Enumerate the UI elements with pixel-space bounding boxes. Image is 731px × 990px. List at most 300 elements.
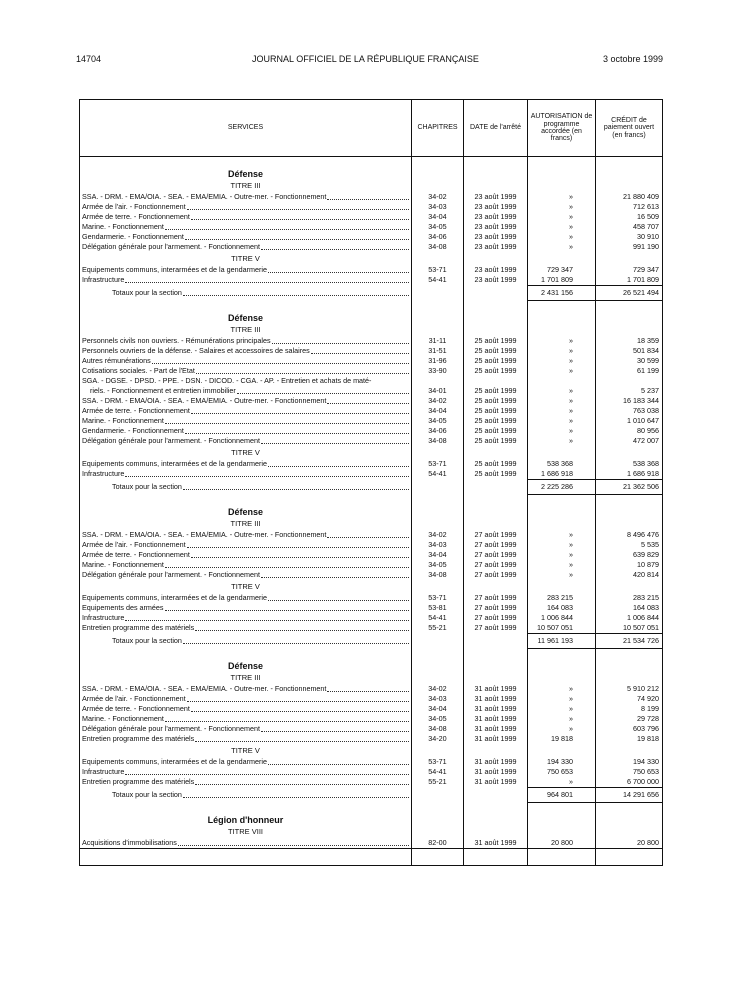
credit-cell: 729 347 [596,265,663,275]
credit-cell: 16 509 [596,212,663,222]
dot-leader [185,426,409,434]
dot-leader [165,560,409,568]
row-label: Acquisitions d'immobilisations [82,838,177,847]
table-row [80,356,663,366]
titre-label: TITRE III [80,671,412,684]
chapitre-cell: 34-04 [412,704,464,714]
chapitre-cell: 34-03 [412,540,464,550]
date-cell: 27 août 1999 [464,593,528,603]
empty-cell [596,301,663,324]
empty-cell [596,580,663,593]
dot-leader [191,550,409,558]
empty-cell [464,671,528,684]
chapitre-cell: 34-02 [412,396,464,406]
chapitre-cell: 34-04 [412,406,464,416]
autorisation-cell: » [528,694,596,704]
section-title: Légion d'honneur [80,803,412,826]
service-cell [80,356,412,366]
date-cell: 23 août 1999 [464,192,528,202]
date-cell: 27 août 1999 [464,530,528,540]
row-label: Infrastructure [82,767,125,776]
chapitre-cell: 34-02 [412,684,464,694]
service-cell [80,777,412,788]
titre-heading-row [80,744,663,757]
date-cell: 25 août 1999 [464,356,528,366]
empty-cell [528,495,596,518]
service-cell [80,222,412,232]
empty-cell [412,634,464,649]
autorisation-cell: » [528,212,596,222]
chapitre-cell: 33-90 [412,366,464,376]
service-cell [80,275,412,286]
empty-cell [528,649,596,672]
service-cell [80,684,412,694]
dot-leader [187,202,409,210]
service-cell [80,336,412,346]
credit-cell: 750 653 [596,767,663,777]
row-label: Totaux pour la section [112,636,182,645]
row-label: Totaux pour la section [112,288,182,297]
autorisation-cell: » [528,406,596,416]
date-cell: 27 août 1999 [464,623,528,634]
date-cell: 31 août 1999 [464,838,528,849]
empty-cell [412,286,464,301]
empty-cell [464,649,528,672]
empty-cell [464,788,528,803]
dot-leader [165,416,409,424]
dot-leader [183,636,409,644]
row-label: Equipements communs, interarmées et de la gendarmerie [82,459,267,468]
empty-cell [528,252,596,265]
empty-cell [528,517,596,530]
credit-cell: 991 190 [596,242,663,252]
credit-cell: 10 879 [596,560,663,570]
date-cell: 31 août 1999 [464,757,528,767]
autorisation-cell: » [528,366,596,376]
empty-cell [596,495,663,518]
credit-cell: 1 686 918 [596,469,663,480]
table-row [80,734,663,744]
col-date: DATE de l'arrêté [464,100,528,157]
table-row [80,396,663,406]
row-label: Délégation générale pour l'armement. - Fonctionnement [82,242,260,251]
date-cell: 25 août 1999 [464,336,528,346]
credit-cell: 10 507 051 [596,623,663,634]
empty-cell [464,849,528,866]
row-label: Equipements communs, interarmées et de la gendarmerie [82,265,267,274]
autorisation-cell: » [528,192,596,202]
total-label [80,286,412,301]
autorisation-cell: » [528,416,596,426]
dot-leader [196,366,409,374]
chapitre-cell: 34-03 [412,202,464,212]
publication-date: 3 octobre 1999 [602,54,663,64]
empty-cell [528,671,596,684]
titre-heading-row [80,252,663,265]
row-label: Armée de terre. - Fonctionnement [82,550,190,559]
row-label: Armée de terre. - Fonctionnement [82,704,190,713]
empty-cell [596,323,663,336]
date-cell: 23 août 1999 [464,232,528,242]
dot-leader [191,212,409,220]
total-credit: 21 362 506 [596,480,663,495]
row-label: Gendarmerie. - Fonctionnement [82,426,184,435]
table-row [80,416,663,426]
row-label: SSA. - DRM. - EMA/OIA. - SEA. - EMA/EMIA. - Outre-mer. - Fonctionnement [82,192,327,201]
row-label: Infrastructure [82,469,125,479]
section-heading-row [80,495,663,518]
date-cell: 27 août 1999 [464,603,528,613]
dot-leader [268,757,409,765]
empty-cell [528,849,596,866]
service-cell [80,242,412,252]
service-cell [80,623,412,634]
credit-cell: 1 010 647 [596,416,663,426]
date-cell: 27 août 1999 [464,570,528,580]
dot-leader [185,232,409,240]
row-label: Armée de l'air. - Fonctionnement [82,694,186,703]
section-heading-row [80,649,663,672]
service-cell [80,570,412,580]
credit-cell: 30 599 [596,356,663,366]
titre-heading-row [80,671,663,684]
total-autorisation: 11 961 193 [528,634,596,649]
table-row [80,623,663,634]
autorisation-cell: » [528,540,596,550]
row-label: riels. - Fonctionnement et entretien immobilier [90,386,236,395]
row-label: Infrastructure [82,275,125,285]
empty-cell [412,480,464,495]
row-label: Equipements communs, interarmées et de la gendarmerie [82,757,267,766]
row-label: Marine. - Fonctionnement [82,714,164,723]
dot-leader [272,336,409,344]
credit-cell: 74 920 [596,694,663,704]
row-label: Délégation générale pour l'armement. - Fonctionnement [82,724,260,733]
credit-cell: 29 728 [596,714,663,724]
date-cell: 23 août 1999 [464,242,528,252]
chapitre-cell: 31-96 [412,356,464,366]
date-cell: 31 août 1999 [464,704,528,714]
autorisation-cell: » [528,724,596,734]
dot-leader [327,192,409,200]
table-row [80,275,663,286]
empty-cell [464,157,528,180]
chapitre-cell: 34-03 [412,694,464,704]
total-credit: 21 534 726 [596,634,663,649]
autorisation-cell: » [528,376,596,396]
section-heading-row [80,301,663,324]
empty-cell [80,849,412,866]
chapitre-cell: 34-20 [412,734,464,744]
service-cell [80,550,412,560]
total-label [80,480,412,495]
chapitre-cell: 53-71 [412,593,464,603]
empty-cell [412,649,464,672]
empty-cell [528,446,596,459]
table-row [80,550,663,560]
page-number: 14704 [76,54,102,64]
chapitre-cell: 55-21 [412,623,464,634]
chapitre-cell: 34-01 [412,376,464,396]
titre-heading-row [80,446,663,459]
autorisation-cell: » [528,336,596,346]
date-cell: 23 août 1999 [464,275,528,286]
table-row [80,684,663,694]
dot-leader [125,469,409,477]
autorisation-cell: » [528,684,596,694]
row-label: Cotisations sociales. - Part de l'Etat [82,366,195,375]
date-cell: 25 août 1999 [464,469,528,480]
total-credit: 26 521 494 [596,286,663,301]
table-row [80,265,663,275]
empty-cell [464,803,528,826]
service-cell [80,416,412,426]
credit-cell: 603 796 [596,724,663,734]
date-cell: 27 août 1999 [464,560,528,570]
date-cell: 31 août 1999 [464,734,528,744]
chapitre-cell: 54-41 [412,767,464,777]
chapitre-cell: 31-11 [412,336,464,346]
autorisation-cell: » [528,530,596,540]
autorisation-cell: » [528,436,596,446]
service-cell [80,376,412,396]
row-label-line1: SGA. - DGSE. - DPSD. - PPE. - DSN. - DICOD. - CGA. - AP. - Entretien et achats de maté- [82,376,372,385]
table-row [80,530,663,540]
row-label: Personnels civils non ouvriers. - Rémunérations principales [82,336,271,345]
table-row [80,560,663,570]
section-heading-row [80,803,663,826]
chapitre-cell: 54-41 [412,613,464,623]
total-label [80,634,412,649]
row-label: Armée de terre. - Fonctionnement [82,212,190,221]
dot-leader [261,242,409,250]
autorisation-cell: » [528,426,596,436]
chapitre-cell: 55-21 [412,777,464,788]
credit-cell: 472 007 [596,436,663,446]
empty-cell [412,671,464,684]
date-cell: 27 août 1999 [464,613,528,623]
service-cell [80,232,412,242]
autorisation-cell: » [528,570,596,580]
date-cell: 25 août 1999 [464,366,528,376]
empty-cell [528,179,596,192]
service-cell [80,757,412,767]
table-row [80,346,663,356]
autorisation-cell: 20 800 [528,838,596,849]
row-label: SSA. - DRM. - EMA/OIA. - SEA. - EMA/EMIA. - Outre-mer. - Fonctionnement [82,530,327,539]
chapitre-cell: 34-06 [412,232,464,242]
dot-leader [191,406,409,414]
row-label: Entretien programme des matériels [82,777,195,787]
empty-cell [596,649,663,672]
credits-table [79,99,663,866]
date-cell: 27 août 1999 [464,550,528,560]
table-row [80,714,663,724]
dot-leader [311,346,409,354]
date-cell: 31 août 1999 [464,777,528,788]
service-cell [80,202,412,212]
table-row [80,767,663,777]
dot-leader [268,593,409,601]
service-cell [80,734,412,744]
titre-heading-row [80,517,663,530]
dot-leader [165,714,409,722]
dot-leader [165,222,409,230]
row-label: Entretien programme des matériels [82,734,195,743]
empty-cell [596,744,663,757]
table-row [80,212,663,222]
autorisation-cell: » [528,550,596,560]
chapitre-cell: 53-71 [412,757,464,767]
autorisation-cell: » [528,232,596,242]
chapitre-cell: 34-02 [412,192,464,202]
credit-cell: 458 707 [596,222,663,232]
service-cell [80,366,412,376]
credit-cell: 763 038 [596,406,663,416]
service-cell [80,593,412,603]
dot-leader [327,396,409,404]
table-row [80,242,663,252]
dot-leader [195,734,409,742]
chapitre-cell: 34-06 [412,426,464,436]
empty-cell [464,179,528,192]
credit-cell: 1 701 809 [596,275,663,286]
table-row [80,704,663,714]
empty-cell [464,480,528,495]
date-cell: 25 août 1999 [464,376,528,396]
dot-leader [125,767,409,775]
row-label: Entretien programme des matériels [82,623,195,633]
credit-cell: 61 199 [596,366,663,376]
date-cell: 23 août 1999 [464,265,528,275]
total-autorisation: 2 431 156 [528,286,596,301]
table-row [80,613,663,623]
row-label: SSA. - DRM. - EMA/OIA. - SEA. - EMA/EMIA. - Outre-mer. - Fonctionnement [82,684,327,693]
autorisation-cell: 1 006 844 [528,613,596,623]
autorisation-cell: 1 686 918 [528,469,596,480]
row-label: Armée de terre. - Fonctionnement [82,406,190,415]
empty-cell [412,825,464,838]
journal-title: JOURNAL OFFICIEL DE LA RÉPUBLIQUE FRANÇAISE [252,54,479,64]
service-cell [80,724,412,734]
service-cell [80,265,412,275]
date-cell: 25 août 1999 [464,346,528,356]
service-cell [80,192,412,202]
chapitre-cell: 82-00 [412,838,464,849]
empty-cell [464,744,528,757]
section-title: Défense [80,495,412,518]
section-total-row [80,788,663,803]
dot-leader [268,459,409,467]
credit-cell: 1 006 844 [596,613,663,623]
empty-cell [412,517,464,530]
service-cell [80,530,412,540]
dot-leader [187,694,409,702]
service-cell [80,212,412,222]
row-label: Totaux pour la section [112,790,182,799]
titre-heading-row [80,825,663,838]
empty-cell [464,252,528,265]
empty-cell [528,323,596,336]
dot-leader [178,838,409,846]
chapitre-cell: 34-08 [412,242,464,252]
credit-cell: 538 368 [596,459,663,469]
service-cell [80,704,412,714]
credit-cell: 5 237 [596,376,663,396]
empty-cell [596,157,663,180]
chapitre-cell: 34-05 [412,416,464,426]
section-total-row [80,480,663,495]
autorisation-cell: » [528,356,596,366]
row-label: Equipements des armées [82,603,164,612]
date-cell: 25 août 1999 [464,396,528,406]
service-cell [80,426,412,436]
date-cell: 25 août 1999 [464,459,528,469]
dot-leader [261,436,409,444]
row-label: Personnels ouvriers de la défense. - Salaires et accessoires de salaires [82,346,310,355]
table-row [80,540,663,550]
service-cell [80,767,412,777]
empty-cell [528,157,596,180]
empty-cell [528,301,596,324]
table-row [80,336,663,346]
row-label: Infrastructure [82,613,125,622]
dot-leader [195,623,409,631]
empty-cell [596,179,663,192]
date-cell: 23 août 1999 [464,222,528,232]
dot-leader [237,386,409,394]
autorisation-cell: 1 701 809 [528,275,596,286]
autorisation-cell: » [528,202,596,212]
empty-cell [464,323,528,336]
service-cell [80,694,412,704]
section-title: Défense [80,157,412,180]
chapitre-cell: 34-04 [412,212,464,222]
chapitre-cell: 31-51 [412,346,464,356]
chapitre-cell: 34-02 [412,530,464,540]
table-end-row [80,849,663,866]
empty-cell [412,788,464,803]
empty-cell [464,495,528,518]
date-cell: 31 août 1999 [464,767,528,777]
col-services: SERVICES [80,100,412,157]
credit-cell: 164 083 [596,603,663,613]
table-body [80,157,663,866]
date-cell: 23 août 1999 [464,202,528,212]
table-row [80,469,663,480]
chapitre-cell: 53-81 [412,603,464,613]
table-row [80,222,663,232]
row-label: Marine. - Fonctionnement [82,560,164,569]
row-label: Marine. - Fonctionnement [82,222,164,231]
dot-leader [261,570,409,578]
titre-label: TITRE VIII [80,825,412,838]
empty-cell [596,849,663,866]
empty-cell [412,323,464,336]
empty-cell [596,517,663,530]
dot-leader [152,356,409,364]
credit-cell: 420 814 [596,570,663,580]
total-autorisation: 2 225 286 [528,480,596,495]
autorisation-cell: » [528,346,596,356]
chapitre-cell: 34-05 [412,714,464,724]
dot-leader [183,288,409,296]
date-cell: 31 août 1999 [464,684,528,694]
autorisation-cell: 19 818 [528,734,596,744]
date-cell: 25 août 1999 [464,426,528,436]
table-row [80,777,663,788]
empty-cell [412,446,464,459]
